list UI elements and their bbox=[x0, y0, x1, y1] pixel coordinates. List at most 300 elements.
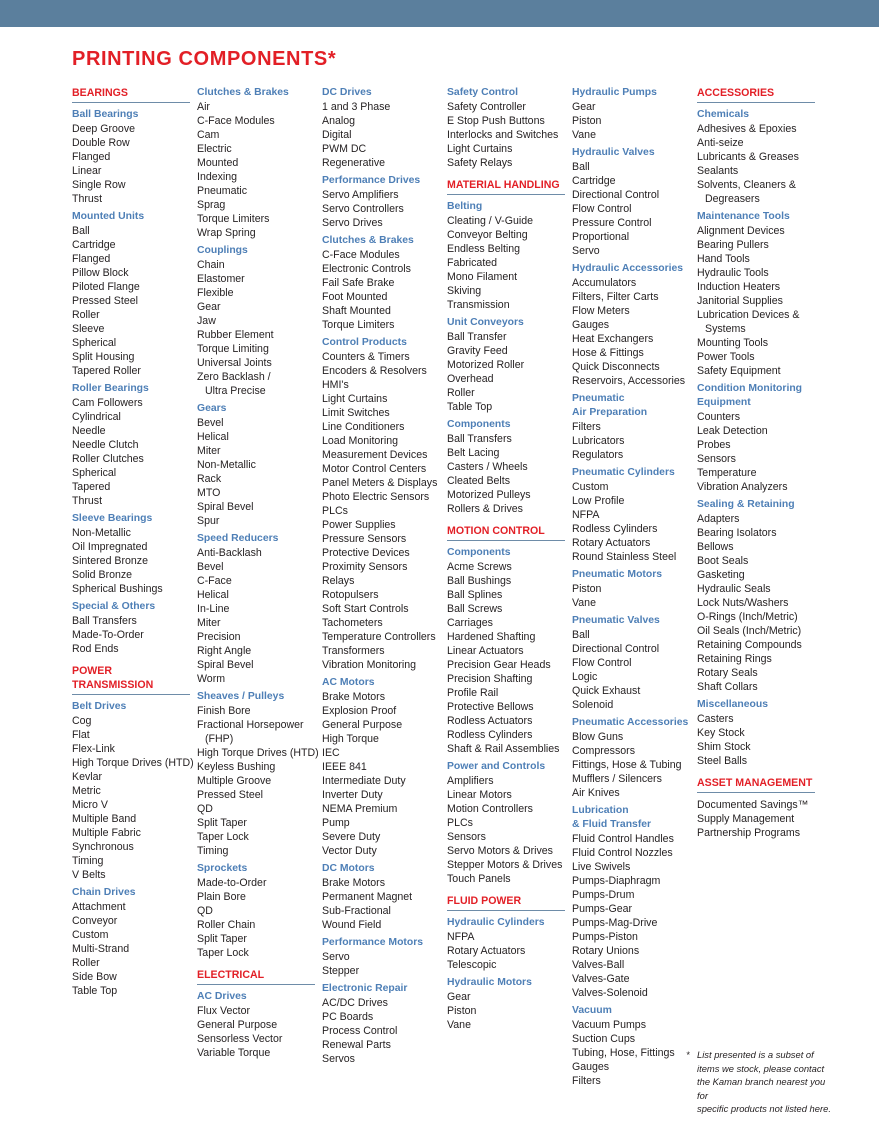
list-item: Limit Switches bbox=[322, 407, 390, 419]
list-item: Rack bbox=[197, 473, 222, 485]
list-item: Quick Disconnects bbox=[572, 361, 660, 373]
list-item: Ball Splines bbox=[447, 589, 503, 601]
list-item: Roller Chain bbox=[197, 919, 256, 931]
list-item: Roller Clutches bbox=[72, 453, 144, 465]
list-item: Reservoirs, Accessories bbox=[572, 375, 686, 387]
list-item: Valves-Gate bbox=[572, 973, 630, 985]
list-item: Ball bbox=[572, 629, 590, 641]
list-item: High Torque Drives (HTD) bbox=[72, 757, 194, 769]
list-item: Solid Bronze bbox=[72, 569, 133, 581]
subcategory-heading: Lubrication bbox=[572, 805, 629, 816]
list-item: Gasketing bbox=[697, 569, 745, 581]
list-item: Vibration Analyzers bbox=[697, 481, 788, 493]
list-item: Non-Metallic bbox=[197, 459, 256, 471]
list-item: Pumps-Mag-Drive bbox=[572, 917, 658, 929]
list-item: Taper Lock bbox=[197, 947, 249, 959]
list-item: Indexing bbox=[197, 171, 238, 183]
list-item: Panel Meters & Displays bbox=[322, 477, 438, 489]
list-item: Rotary Actuators bbox=[572, 537, 651, 549]
list-item: Rodless Actuators bbox=[447, 715, 533, 727]
list-item: Sensors bbox=[447, 831, 486, 843]
list-item: Power Tools bbox=[697, 351, 755, 363]
list-item: PC Boards bbox=[322, 1011, 374, 1023]
list-item: Transmission bbox=[447, 299, 510, 311]
subcategory-heading: Hydraulic Motors bbox=[447, 977, 532, 988]
list-item: Pressed Steel bbox=[72, 295, 138, 307]
list-item: Interlocks and Switches bbox=[447, 129, 559, 141]
list-item: Shaft & Rail Assemblies bbox=[447, 743, 560, 755]
list-item: Probes bbox=[697, 439, 731, 451]
list-item: Renewal Parts bbox=[322, 1039, 391, 1051]
list-item: Rod Ends bbox=[72, 643, 119, 655]
list-item: Oil Seals (Inch/Metric) bbox=[697, 625, 802, 637]
list-item: Live Swivels bbox=[572, 861, 631, 873]
footnote-line: the Kaman branch nearest you for bbox=[697, 1076, 826, 1101]
list-item: Torque Limiters bbox=[322, 319, 395, 331]
list-item: Digital bbox=[322, 129, 352, 141]
list-item: Sleeve bbox=[72, 323, 105, 335]
list-item: Accumulators bbox=[572, 277, 637, 289]
column-3 bbox=[322, 86, 440, 1066]
list-item: Protective Bellows bbox=[447, 701, 534, 713]
list-item: Stepper bbox=[322, 965, 360, 977]
list-item: Sub-Fractional bbox=[322, 905, 391, 917]
subcategory-heading: Chain Drives bbox=[72, 887, 136, 898]
subcategory-heading: Pneumatic bbox=[572, 393, 625, 404]
list-item: Flat bbox=[72, 729, 90, 741]
top-band bbox=[0, 0, 879, 27]
list-item: Taper Lock bbox=[197, 831, 249, 843]
list-item: Shaft Mounted bbox=[322, 305, 391, 317]
category-heading: TRANSMISSION bbox=[72, 678, 190, 695]
list-item: General Purpose bbox=[197, 1019, 278, 1031]
list-item: Carriages bbox=[447, 617, 493, 629]
list-item: Fluid Control Nozzles bbox=[572, 847, 673, 859]
list-item: QD bbox=[197, 905, 213, 917]
list-item: Flow Control bbox=[572, 203, 632, 215]
list-item: Fluid Control Handles bbox=[572, 833, 674, 845]
list-item: Piston bbox=[447, 1005, 477, 1017]
list-item: Pressure Sensors bbox=[322, 533, 407, 545]
list-item: NEMA Premium bbox=[322, 803, 398, 815]
list-item: Fail Safe Brake bbox=[322, 277, 395, 289]
list-item: Round Stainless Steel bbox=[572, 551, 677, 563]
footnote-line: specific products not listed here. bbox=[697, 1103, 831, 1115]
list-item: NFPA bbox=[447, 931, 475, 943]
list-item: Made-to-Order bbox=[197, 877, 267, 889]
list-item: Leak Detection bbox=[697, 425, 768, 437]
list-item: Safety Controller bbox=[447, 101, 526, 113]
list-item: Cleated Belts bbox=[447, 475, 511, 487]
list-item: Photo Electric Sensors bbox=[322, 491, 430, 503]
list-item: Split Housing bbox=[72, 351, 135, 363]
list-item: Miter bbox=[197, 445, 221, 457]
subcategory-heading: Equipment bbox=[697, 397, 751, 408]
list-item: E Stop Push Buttons bbox=[447, 115, 545, 127]
subcategory-heading: Chemicals bbox=[697, 109, 749, 120]
list-item: Multiple Fabric bbox=[72, 827, 141, 839]
list-item: Air Knives bbox=[572, 787, 620, 799]
subcategory-heading: Hydraulic Valves bbox=[572, 147, 655, 158]
list-item: Linear Actuators bbox=[447, 645, 524, 657]
subcategory-heading: Maintenance Tools bbox=[697, 211, 790, 222]
list-item: Flow Control bbox=[572, 657, 632, 669]
subcategory-heading: AC Motors bbox=[322, 677, 375, 688]
list-item: Rollers & Drives bbox=[447, 503, 523, 515]
list-item: Plain Bore bbox=[197, 891, 246, 903]
list-item: Sensorless Vector bbox=[197, 1033, 283, 1045]
list-item: C-Face bbox=[197, 575, 232, 587]
list-item: Solenoid bbox=[572, 699, 614, 711]
list-item: Amplifiers bbox=[447, 775, 494, 787]
list-item: Vacuum Pumps bbox=[572, 1019, 646, 1031]
list-item: HMI's bbox=[322, 379, 349, 391]
subcategory-heading: Sealing & Retaining bbox=[697, 499, 795, 510]
subcategory-heading: Control Products bbox=[322, 337, 407, 348]
subcategory-heading: Components bbox=[447, 547, 511, 558]
subcategory-heading: Sheaves / Pulleys bbox=[197, 691, 285, 702]
list-item: In-Line bbox=[197, 603, 230, 615]
list-item: Vane bbox=[447, 1019, 471, 1031]
list-item: Severe Duty bbox=[322, 831, 381, 843]
list-item: Ball Transfers bbox=[447, 433, 512, 445]
list-item: Custom bbox=[72, 929, 109, 941]
category-heading: ASSET MANAGEMENT bbox=[697, 776, 815, 793]
list-item: Encoders & Resolvers bbox=[322, 365, 427, 377]
list-item: Filters bbox=[572, 1075, 601, 1087]
list-item: O-Rings (Inch/Metric) bbox=[697, 611, 798, 623]
footnote-marker: * bbox=[686, 1049, 690, 1060]
list-item: Hydraulic Seals bbox=[697, 583, 771, 595]
column-4 bbox=[447, 86, 565, 1032]
list-item: Right Angle bbox=[197, 645, 252, 657]
list-item: Attachment bbox=[72, 901, 126, 913]
list-item: Single Row bbox=[72, 179, 126, 191]
list-item: C-Face Modules bbox=[322, 249, 400, 261]
list-item: Jaw bbox=[197, 315, 216, 327]
list-item: Gear bbox=[197, 301, 221, 313]
list-item: Servo Motors & Drives bbox=[447, 845, 553, 857]
list-item: Multiple Band bbox=[72, 813, 137, 825]
list-item: IEEE 841 bbox=[322, 761, 367, 773]
list-item: Filters bbox=[572, 421, 601, 433]
list-item: Vector Duty bbox=[322, 845, 377, 857]
list-item: Electric bbox=[197, 143, 232, 155]
list-item: IEC bbox=[322, 747, 340, 759]
list-item: Bevel bbox=[197, 561, 224, 573]
list-item: Servo Drives bbox=[322, 217, 383, 229]
list-item: Motion Controllers bbox=[447, 803, 533, 815]
category-heading: POWER bbox=[72, 665, 113, 677]
list-item: Filters, Filter Carts bbox=[572, 291, 659, 303]
list-item: Conveyor bbox=[72, 915, 118, 927]
list-item: Multi-Strand bbox=[72, 943, 130, 955]
list-item: Induction Heaters bbox=[697, 281, 781, 293]
list-item: Vane bbox=[572, 597, 596, 609]
list-item: PLCs bbox=[322, 505, 348, 517]
subcategory-heading: Miscellaneous bbox=[697, 699, 769, 710]
list-item: Bellows bbox=[697, 541, 734, 553]
list-item: Ultra Precise bbox=[205, 385, 266, 397]
list-item: Tachometers bbox=[322, 617, 383, 629]
subcategory-heading: Condition Monitoring bbox=[697, 383, 803, 394]
list-item: Table Top bbox=[447, 401, 493, 413]
list-item: Precision Gear Heads bbox=[447, 659, 551, 671]
list-item: Electronic Controls bbox=[322, 263, 411, 275]
list-item: Ball bbox=[572, 161, 590, 173]
subcategory-heading: Special & Others bbox=[72, 601, 156, 612]
list-item: High Torque bbox=[322, 733, 379, 745]
list-item: General Purpose bbox=[322, 719, 403, 731]
subcategory-heading: Clutches & Brakes bbox=[322, 235, 414, 246]
list-item: Motorized Roller bbox=[447, 359, 525, 371]
list-item: Metric bbox=[72, 785, 101, 797]
subcategory-heading: Performance Motors bbox=[322, 937, 424, 948]
list-item: Sensors bbox=[697, 453, 736, 465]
list-item: Motorized Pulleys bbox=[447, 489, 531, 501]
list-item: Line Conditioners bbox=[322, 421, 405, 433]
subcategory-heading: DC Motors bbox=[322, 863, 375, 874]
list-item: Split Taper bbox=[197, 933, 247, 945]
list-item: MTO bbox=[197, 487, 221, 499]
list-item: Worm bbox=[197, 673, 226, 685]
list-item: Pressed Steel bbox=[197, 789, 263, 801]
list-item: Flux Vector bbox=[197, 1005, 250, 1017]
list-item: Vibration Monitoring bbox=[322, 659, 417, 671]
subcategory-heading: Mounted Units bbox=[72, 211, 145, 222]
list-item: Gravity Feed bbox=[447, 345, 508, 357]
list-item: Precision bbox=[197, 631, 241, 643]
list-item: Foot Mounted bbox=[322, 291, 388, 303]
list-item: Directional Control bbox=[572, 643, 660, 655]
category-heading: ACCESSORIES bbox=[697, 86, 815, 103]
list-item: Relays bbox=[322, 575, 355, 587]
subcategory-heading: Pneumatic Motors bbox=[572, 569, 663, 580]
list-item: Flow Meters bbox=[572, 305, 630, 317]
list-item: Rodless Cylinders bbox=[447, 729, 533, 741]
list-item: Compressors bbox=[572, 745, 635, 757]
subcategory-heading: Clutches & Brakes bbox=[197, 87, 289, 98]
list-item: Servo Controllers bbox=[322, 203, 404, 215]
list-item: Counters bbox=[697, 411, 740, 423]
list-item: Temperature Controllers bbox=[322, 631, 436, 643]
list-item: Boot Seals bbox=[697, 555, 749, 567]
list-item: Anti-Backlash bbox=[197, 547, 262, 559]
list-item: Overhead bbox=[447, 373, 494, 385]
list-item: Side Bow bbox=[72, 971, 117, 983]
list-item: Telescopic bbox=[447, 959, 497, 971]
list-item: Pumps-Gear bbox=[572, 903, 633, 915]
category-heading: FLUID POWER bbox=[447, 894, 565, 911]
list-item: Bevel bbox=[197, 417, 224, 429]
list-item: Gear bbox=[572, 101, 596, 113]
list-item: Blow Guns bbox=[572, 731, 624, 743]
list-item: Logic bbox=[572, 671, 598, 683]
list-item: Proximity Sensors bbox=[322, 561, 408, 573]
category-heading: MATERIAL HANDLING bbox=[447, 178, 565, 195]
list-item: Thrust bbox=[72, 495, 103, 507]
list-item: Anti-seize bbox=[697, 137, 744, 149]
list-item: Servo bbox=[572, 245, 600, 257]
subcategory-heading: Pneumatic Valves bbox=[572, 615, 660, 626]
subcategory-heading: Ball Bearings bbox=[72, 109, 139, 120]
list-item: Tapered Roller bbox=[72, 365, 141, 377]
list-item: Servos bbox=[322, 1053, 355, 1065]
list-item: Micro V bbox=[72, 799, 108, 811]
list-item: Piloted Flange bbox=[72, 281, 140, 293]
subcategory-heading: Belting bbox=[447, 201, 483, 212]
list-item: Valves-Solenoid bbox=[572, 987, 648, 999]
list-item: Protective Devices bbox=[322, 547, 410, 559]
list-item: Rubber Element bbox=[197, 329, 274, 341]
subcategory-heading: Belt Drives bbox=[72, 701, 127, 712]
list-item: Process Control bbox=[322, 1025, 398, 1037]
list-item: Flexible bbox=[197, 287, 234, 299]
list-item: Skiving bbox=[447, 285, 482, 297]
list-item: Cartridge bbox=[72, 239, 116, 251]
list-item: Fittings, Hose & Tubing bbox=[572, 759, 682, 771]
list-item: Brake Motors bbox=[322, 877, 385, 889]
list-item: Piston bbox=[572, 115, 602, 127]
list-item: Timing bbox=[72, 855, 104, 867]
subcategory-heading: Roller Bearings bbox=[72, 383, 149, 394]
list-item: Wound Field bbox=[322, 919, 382, 931]
list-item: Steel Balls bbox=[697, 755, 748, 767]
list-item: Pillow Block bbox=[72, 267, 129, 279]
list-item: Sealants bbox=[697, 165, 739, 177]
list-item: Motor Control Centers bbox=[322, 463, 427, 475]
list-item: Counters & Timers bbox=[322, 351, 410, 363]
list-item: Spur bbox=[197, 515, 220, 527]
list-item: Spiral Bevel bbox=[197, 659, 254, 671]
list-item: Kevlar bbox=[72, 771, 103, 783]
list-item: Custom bbox=[572, 481, 609, 493]
list-item: QD bbox=[197, 803, 213, 815]
list-item: Helical bbox=[197, 589, 229, 601]
list-item: PLCs bbox=[447, 817, 473, 829]
category-heading: BEARINGS bbox=[72, 86, 190, 103]
list-item: V Belts bbox=[72, 869, 106, 881]
list-item: Cam Followers bbox=[72, 397, 143, 409]
list-item: Temperature bbox=[697, 467, 757, 479]
list-item: Partnership Programs bbox=[697, 827, 801, 839]
list-item: Permanent Magnet bbox=[322, 891, 413, 903]
list-item: Keyless Bushing bbox=[197, 761, 276, 773]
list-item: Torque Limiters bbox=[197, 213, 270, 225]
list-item: Quick Exhaust bbox=[572, 685, 641, 697]
list-item: Mono Filament bbox=[447, 271, 518, 283]
list-item: Rotary Seals bbox=[697, 667, 758, 679]
list-item: Flanged bbox=[72, 253, 111, 265]
list-item: Universal Joints bbox=[197, 357, 272, 369]
list-item: Roller bbox=[72, 309, 100, 321]
list-item: Suction Cups bbox=[572, 1033, 636, 1045]
list-item: Cartridge bbox=[572, 175, 616, 187]
list-item: Ball bbox=[72, 225, 90, 237]
list-item: PWM DC bbox=[322, 143, 367, 155]
list-item: Helical bbox=[197, 431, 229, 443]
list-item: Heat Exchangers bbox=[572, 333, 654, 345]
subcategory-heading: Performance Drives bbox=[322, 175, 421, 186]
list-item: Valves-Ball bbox=[572, 959, 625, 971]
list-item: Rotary Unions bbox=[572, 945, 640, 957]
subcategory-heading: Couplings bbox=[197, 245, 248, 256]
list-item: Double Row bbox=[72, 137, 130, 149]
list-item: Air bbox=[197, 101, 210, 113]
list-item: Cog bbox=[72, 715, 92, 727]
list-item: Ball Screws bbox=[447, 603, 503, 615]
list-item: Tapered bbox=[72, 481, 111, 493]
list-item: Spherical Bushings bbox=[72, 583, 163, 595]
list-item: Rotary Actuators bbox=[447, 945, 526, 957]
list-item: Deep Groove bbox=[72, 123, 136, 135]
list-item: Pumps-Diaphragm bbox=[572, 875, 661, 887]
list-item: Proportional bbox=[572, 231, 630, 243]
list-item: Ball Transfers bbox=[72, 615, 137, 627]
list-item: Degreasers bbox=[705, 193, 760, 205]
category-heading: ELECTRICAL bbox=[197, 968, 315, 985]
list-item: Synchronous bbox=[72, 841, 134, 853]
list-item: Power Supplies bbox=[322, 519, 396, 531]
list-item: Adhesives & Epoxies bbox=[697, 123, 797, 135]
list-item: Lubricators bbox=[572, 435, 625, 447]
list-item: Measurement Devices bbox=[322, 449, 428, 461]
list-item: Non-Metallic bbox=[72, 527, 131, 539]
column-2 bbox=[197, 86, 319, 1060]
list-item: Analog bbox=[322, 115, 355, 127]
subcategory-heading: Power and Controls bbox=[447, 761, 546, 772]
list-item: Shim Stock bbox=[697, 741, 751, 753]
list-item: Hardened Shafting bbox=[447, 631, 536, 643]
list-item: Mounted bbox=[197, 157, 239, 169]
list-item: Bearing Isolators bbox=[697, 527, 777, 539]
list-item: Torque Limiting bbox=[197, 343, 269, 355]
column-5 bbox=[572, 86, 690, 1088]
list-item: Mounting Tools bbox=[697, 337, 769, 349]
list-item: Cleating / V-Guide bbox=[447, 215, 533, 227]
list-item: Shaft Collars bbox=[697, 681, 758, 693]
list-item: Hydraulic Tools bbox=[697, 267, 769, 279]
list-item: Fabricated bbox=[447, 257, 498, 269]
list-item: Adapters bbox=[697, 513, 740, 525]
list-item: Wrap Spring bbox=[197, 227, 256, 239]
list-item: Ball Bushings bbox=[447, 575, 512, 587]
list-item: Zero Backlash / bbox=[197, 371, 271, 383]
list-item: Needle bbox=[72, 425, 106, 437]
subcategory-heading: Sprockets bbox=[197, 863, 248, 874]
list-item: Systems bbox=[705, 323, 746, 335]
list-item: Regenerative bbox=[322, 157, 386, 169]
subcategory-heading: Air Preparation bbox=[572, 407, 648, 418]
list-item: Servo bbox=[322, 951, 350, 963]
list-item: Profile Rail bbox=[447, 687, 499, 699]
list-item: Pumps-Drum bbox=[572, 889, 635, 901]
list-item: Roller bbox=[447, 387, 475, 399]
subcategory-heading: Speed Reducers bbox=[197, 533, 279, 544]
list-item: Mufflers / Silencers bbox=[572, 773, 662, 785]
subcategory-heading: Hydraulic Cylinders bbox=[447, 917, 545, 928]
list-item: Miter bbox=[197, 617, 221, 629]
list-item: Spherical bbox=[72, 467, 117, 479]
subcategory-heading: Unit Conveyors bbox=[447, 317, 524, 328]
list-item: Safety Equipment bbox=[697, 365, 781, 377]
list-item: Retaining Compounds bbox=[697, 639, 802, 651]
list-item: Retaining Rings bbox=[697, 653, 772, 665]
list-item: Bearing Pullers bbox=[697, 239, 769, 251]
list-item: Key Stock bbox=[697, 727, 745, 739]
list-item: Endless Belting bbox=[447, 243, 521, 255]
column-6 bbox=[697, 86, 815, 840]
